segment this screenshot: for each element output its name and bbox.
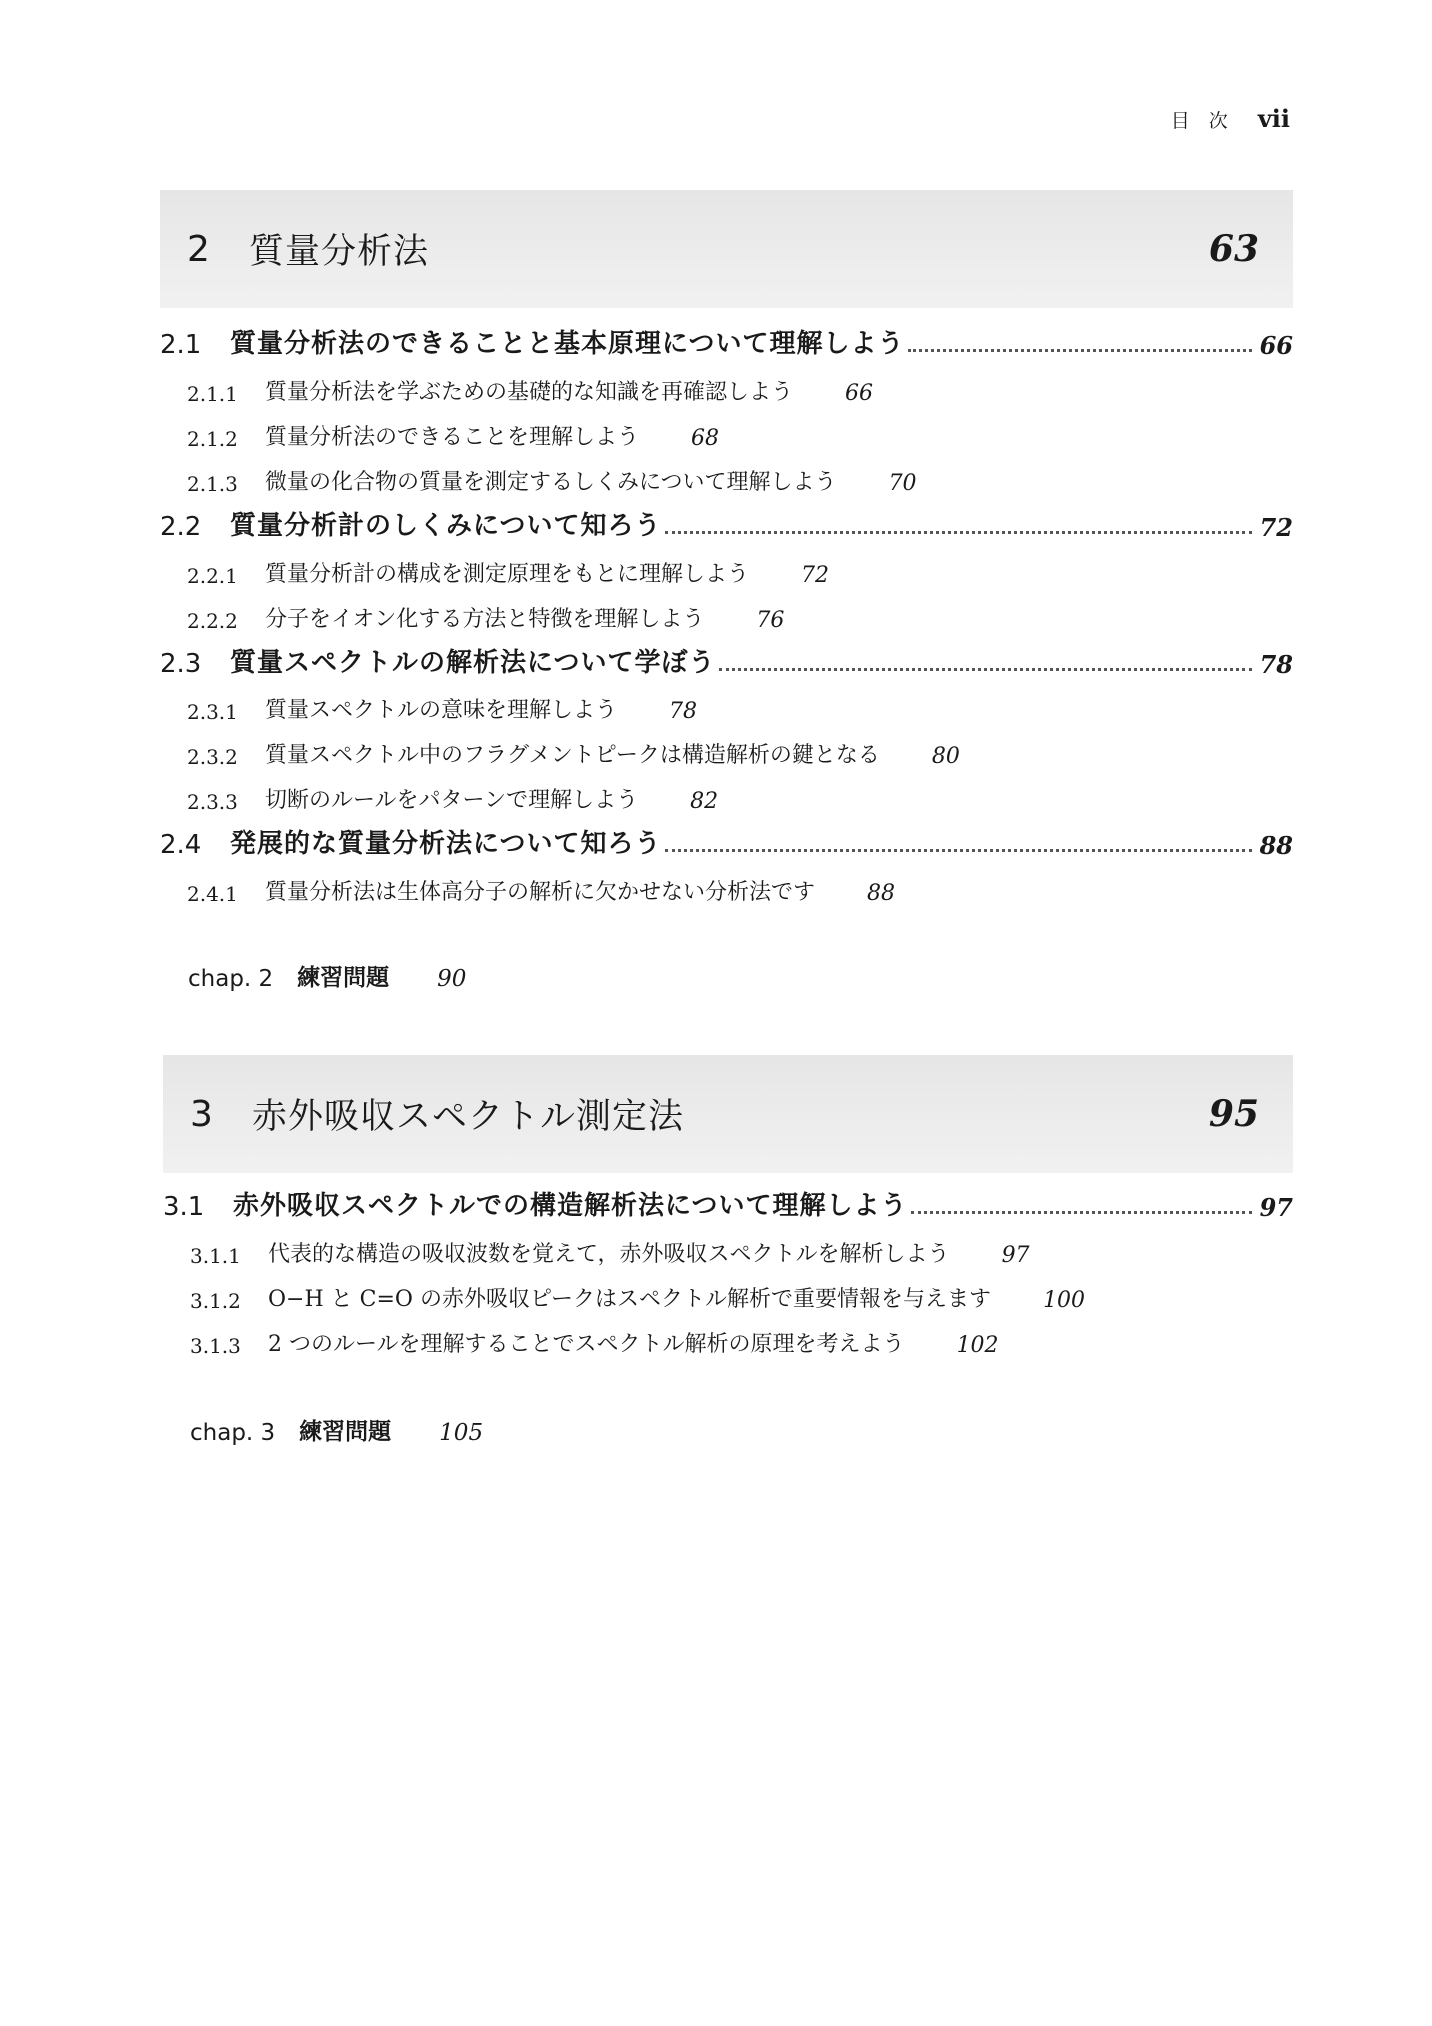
subsection-number: 3.1.1: [190, 1244, 241, 1268]
dot-leader: [665, 849, 1251, 852]
subsection-title: 質量スペクトルの意味を理解しよう: [265, 698, 618, 723]
subsection-number: 2.1.1: [187, 382, 238, 406]
chapter-title: 質量分析法: [249, 232, 430, 272]
running-header: [1171, 104, 1290, 133]
toc-subsection[interactable]: [187, 870, 895, 906]
dot-leader: [911, 1211, 1251, 1214]
toc-subsection[interactable]: [187, 370, 873, 406]
toc-section[interactable]: [160, 637, 1293, 679]
chapter-page: 95: [1208, 1093, 1259, 1135]
section-page: 66: [1259, 331, 1293, 360]
subsection-page: 88: [867, 881, 896, 906]
subsection-title: 質量分析法を学ぶための基礎的な知識を再確認しよう: [265, 380, 794, 405]
section-number: 2.2: [160, 512, 202, 542]
chapter-heading[interactable]: [163, 1055, 1293, 1173]
section-number: 2.3: [160, 649, 202, 679]
subsection-title: 質量分析計の構成を測定原理をもとに理解しよう: [265, 562, 750, 587]
toc-section[interactable]: [160, 818, 1293, 860]
subsection-number: 2.2.1: [187, 564, 238, 588]
chapter-number: 3: [190, 1093, 213, 1135]
section-page: 78: [1259, 650, 1293, 679]
exercise-title: 練習問題: [297, 965, 390, 991]
exercise-page: 90: [437, 966, 467, 992]
section-number: 2.1: [160, 330, 202, 360]
subsection-number: 2.4.1: [187, 882, 238, 906]
section-title: 赤外吸収スペクトルでの構造解析法について理解しよう: [233, 1191, 908, 1221]
subsection-page: 97: [1001, 1243, 1030, 1268]
toc-section[interactable]: [160, 318, 1293, 360]
subsection-page: 76: [756, 608, 785, 633]
section-title: 発展的な質量分析法について知ろう: [230, 829, 662, 859]
toc-subsection[interactable]: [187, 688, 697, 724]
dot-leader: [719, 668, 1251, 671]
toc-subsection[interactable]: [187, 552, 829, 588]
section-title: 質量分析法のできることと基本原理について理解しよう: [230, 329, 905, 359]
chapter-exercises[interactable]: [188, 956, 466, 992]
toc-subsection[interactable]: [187, 460, 917, 496]
toc-subsection[interactable]: [190, 1232, 1030, 1268]
dot-leader: [665, 531, 1251, 534]
subsection-page: 72: [801, 563, 830, 588]
subsection-title: 2 つのルールを理解することでスペクトル解析の原理を考えよう: [268, 1332, 905, 1357]
section-title: 質量分析計のしくみについて知ろう: [230, 511, 662, 541]
chapter-heading[interactable]: [160, 190, 1293, 308]
subsection-number: 3.1.3: [190, 1334, 241, 1358]
toc-subsection[interactable]: [190, 1277, 1085, 1313]
exercise-page: 105: [439, 1420, 484, 1446]
subsection-page: 66: [845, 381, 874, 406]
toc-subsection[interactable]: [187, 597, 784, 633]
header-page-number: vii: [1257, 104, 1290, 133]
subsection-number: 2.3.2: [187, 745, 238, 769]
chapter-number: 2: [187, 228, 210, 270]
subsection-number: 2.1.2: [187, 427, 238, 451]
subsection-title: 切断のルールをパターンで理解しよう: [265, 788, 639, 813]
toc-subsection[interactable]: [187, 415, 719, 451]
subsection-title: 微量の化合物の質量を測定するしくみについて理解しよう: [265, 470, 837, 495]
toc-subsection[interactable]: [187, 778, 718, 814]
subsection-title: 質量分析法のできることを理解しよう: [265, 425, 640, 450]
subsection-title: 質量スペクトル中のフラグメントピークは構造解析の鍵となる: [265, 743, 880, 768]
toc-subsection[interactable]: [187, 733, 960, 769]
dot-leader: [908, 349, 1251, 352]
subsection-page: 70: [888, 471, 917, 496]
subsection-page: 82: [690, 789, 719, 814]
subsection-title: 代表的な構造の吸収波数を覚えて，赤外吸収スペクトルを解析しよう: [268, 1242, 950, 1267]
subsection-page: 80: [931, 744, 960, 769]
chapter-title: 赤外吸収スペクトル測定法: [252, 1097, 685, 1137]
exercise-title: 練習問題: [299, 1419, 392, 1445]
toc-section[interactable]: [163, 1180, 1293, 1222]
exercise-label: chap. 3: [190, 1420, 276, 1446]
subsection-number: 2.3.3: [187, 790, 238, 814]
subsection-page: 78: [669, 699, 698, 724]
subsection-title: 分子をイオン化する方法と特徴を理解しよう: [265, 607, 705, 632]
toc-section[interactable]: [160, 500, 1293, 542]
chapter-page: 63: [1208, 228, 1259, 270]
section-number: 3.1: [163, 1192, 205, 1222]
section-number: 2.4: [160, 830, 202, 860]
section-page: 72: [1259, 513, 1293, 542]
subsection-page: 68: [691, 426, 720, 451]
exercise-label: chap. 2: [188, 966, 274, 992]
subsection-title: O−H と C=O の赤外吸収ピークはスペクトル解析で重要情報を与えます: [268, 1287, 992, 1312]
subsection-title: 質量分析法は生体高分子の解析に欠かせない分析法です: [265, 880, 816, 905]
header-label: 目 次: [1170, 110, 1228, 132]
chapter-exercises[interactable]: [190, 1410, 483, 1446]
subsection-number: 2.1.3: [187, 472, 238, 496]
toc-subsection[interactable]: [190, 1322, 999, 1358]
subsection-page: 100: [1043, 1288, 1086, 1313]
section-page: 97: [1259, 1193, 1293, 1222]
subsection-number: 2.2.2: [187, 609, 238, 633]
subsection-page: 102: [956, 1333, 999, 1358]
subsection-number: 2.3.1: [187, 700, 238, 724]
subsection-number: 3.1.2: [190, 1289, 241, 1313]
section-page: 88: [1259, 831, 1293, 860]
section-title: 質量スペクトルの解析法について学ぼう: [230, 648, 716, 678]
